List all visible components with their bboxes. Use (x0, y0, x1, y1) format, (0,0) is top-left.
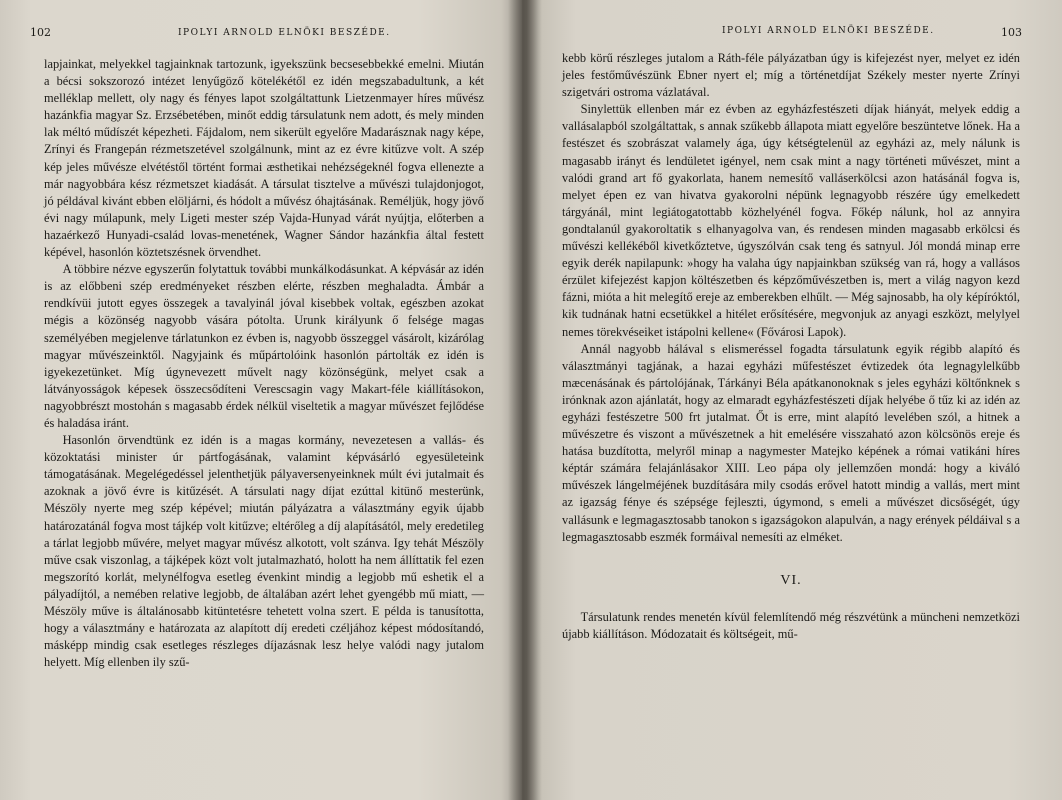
left-page (0, 0, 522, 800)
paragraph: Annál nagyobb hálával s elismeréssel fogadta társulatunk egyik régibb alapító és választmányi tagjának, a hazai egyházi műfestészet évtizedek óta legnagylelkűbb mæcenásának és pártolójának, Tárkányi Béla apátkanonoknak s jeles egyházi költőnknek s irónknak azon ajánlatát, hogy az elmaradt egyházfestészeti díjak helyébe ő tűz ki az idén az egyházi festészetre 500 frt jutalmat. Őt is erre, mint alapító levelében szól, a hitnek a művészetre és viszont a művészetnek a hit emelésére visszaható azon kölcsönös ereje és hatása buzdította, melyről minap a nagymester Matejko képének a római vatikáni híres képtár számára felajánlásakor XIII. Leo pápa oly jellemzően mondá: hogy a kiváló művészek lángelméjének buzdítására mily csodás erővel hatott mindig a vallás, mert mint az igazság fénye és szépsége fejleszti, úgymond, s emeli a művészet dicsőségét, úgy vallásunk e legmagasztosabb tanokon s igazságokon alapulván, a nagy erények példáival s a legmagasztosabb eszmék formáival nemesíti az elméket. (562, 341, 1020, 544)
paragraph: A többire nézve egyszerűn folytattuk további munkálkodásunkat. A képvásár az idén is az előbbeni szép eredményeket részben elérte, részben meghaladta. Ámbár a rendkívüi jutott egyes összegek a tavalyinál jóval kisebbek voltak, egészben azokat mégis a közönség nagyobb vására pótolta. Urunk királyunk ő felsége magas személyében megjelenve tárlatunkon ez évben is, nagyobb összeggel vásárolt, kizárólag magyar művészeinktől. Nagyjaink és műpártolóink hasonlón pártolták ez idén is igyekezetünket. Míg úgynevezett művelt nagy közönségünk, melyet csak a látványosságok képesek összecsődíteni Verescsagin vagy Makart-féle kiállításokon, nagyobbrészt mostohán s magasabb érdek nélkül viseltetik a magyar művészet fejlődése és haladása iránt. (44, 262, 484, 430)
paragraph: Hasonlón örvendtünk ez idén is a magas kormány, nevezetesen a vallás- és közoktatási minister úr pártfogásának, valamint képvásárló egyesületeink támogatásának. Megelégedéssel jelenthetjük pályaversenyeinknek múlt évi jutalmait és azoknak a jövő évre is kitűzését. A társulati nagy díjat ezúttal kitünő mesterünk, Mészöly nyerte meg szép képével; miután pályázatra a választmány egyik újabb határozatánál fogva most tájkép volt kitűzve; eltérőleg a díj alapításától, mely eredetileg a tárlat legjobb művére, melyet magyar művész alkotott, volt szánva. Igy tehát Mészöly műve csak viszonlag, a tájképek közt volt jutalmazható, holott ha nem állíttatik fel ezen megszorító korlát, melynélfogva esetleg évenkint mindig a legjobb mű eshetik el a pályadíjtól, a nemében relative legjobb, de általában azért lehet gyengébb mű miatt, — Mészöly műve is általánosabb kitüntetésre tehetett volna szert. E példa is tanusította, hogy a választmány e határozata az alapított díj eredeti czéljához képest módosítandó, másképp mindig csak esetleges részleges díjazásnak lesz helye valódi nagy jutalom helyett. Míg ellenben ily szű- (44, 433, 484, 670)
right-page-number: 103 (1001, 26, 1022, 39)
paragraph: Sinylettük ellenben már ez évben az egyházfestészeti díjak hiányát, melyek eddig a vallásalapból szolgáltattak, s annak szűkebb állapota miatt egyelőre beszüntetve lőnek. Ha a festészet és szobrászat valamely ága, úgy kétségtelenül az egyházi az, mely nálunk is magasabb irányt és lendületet igényel, nem csak mint a nagy történeti művészet, mint a valódi grand art fő gyakorlata, hanem nemesítő valláserkölcsi azon hatásánál fogva is, melyet épen ez van hivatva gyakorolni népünk legnagyobb részére úgy emelkedett tárgyánál, mint legiátogatottabb közhelyénél fogva. Főkép nálunk, hol az annyira gondtalanúl gyakoroltatik s elhanyagolva van, és rendesen minden magasabb erkölcsi és művészi kellékéből kivetkőztetve, úgyszólván csak teng és satnyul. Jól mondá minap erre egyik derék napilapunk: »hogy ha valaha úgy napjainkban szükség van rá, hogy a vallásos érzület kifejezést kapjon költészetben és képzőművészetben is, mert a világ nagyon kezd fázni, mióta a hit melegítő ereje az emberekben elhűlt. — Még sajnosabb, ha oly képíróktól, kik tudnának hatni ecsetükkel a hitélet erősítésére, megvonjuk az anyagi eszközt, melylyel nemes törekvéseiket istápolni kellene« (Fővárosi Lapok). (562, 102, 1020, 339)
right-page (522, 0, 1062, 800)
right-page-body (562, 50, 1020, 643)
left-running-head-title: IPOLYI ARNOLD ELNÖKI BESZÉDE. (178, 28, 391, 38)
paragraph: lapjainkat, melyekkel tagjainknak tartozunk, igyekszünk becsesebbekké emelni. Miután a bécsi sokszorozó intézet lenyűgöző kötelékétől ez idén megszabadultunk, a két melléklap mellett, oly nagy és fényes lapot szolgáltattunk Lietzenmayer híres művész hazánkfia magyar Sz. Erzsébetében, minőt eddig társulatunk nem adott, és mely minden lak méltó műdíszét képezheti. Fájdalom, nem sikerült egyelőre Madarásznak nagy képe, Zrínyi és Frangepán rézmetszetével szolgálnunk, mint az ez évre kitűzve volt. A szép kép jeles művésze elvétéstől történt formai æsthetikai nehézségeknél fogva ellenezte a már nagyobbára kész rézmetszet kiadását. A társulat tisztelve a művészi tulajdonjogot, jó példával kivánt ebben elöljárni, és hódolt a művész óhajtásának. Reméljük, hogy jövő évi nagy múlapunk, mely Ligeti mester szép Vajda-Hunyad várát nyújtja, előterben a hazaérkező Hunyadi-család lovas-menetének, Wagner Sándor hazánkfia által festett képével, hasonlón köztetszésnek örvendhet. (44, 57, 484, 260)
paragraph: kebb körű részleges jutalom a Ráth-féle pályázatban úgy is kifejezést nyer, melyet ez idén jeles festőművészünk Ebner nyert el; míg a történetdíjat Székely mester nyerte Zrínyi szigetvári ostroma vázlatával. (562, 51, 1020, 100)
right-running-head-title: IPOLYI ARNOLD ELNÖKI BESZÉDE. (722, 26, 935, 36)
left-page-body (44, 56, 484, 671)
left-page-number: 102 (30, 26, 51, 39)
paragraph: Társulatunk rendes menetén kívül felemlítendő még részvétünk a müncheni nemzetközi újabb kiállításon. Módozatait és költségeit, mű- (562, 609, 1020, 641)
section-heading: VI. (780, 572, 802, 588)
